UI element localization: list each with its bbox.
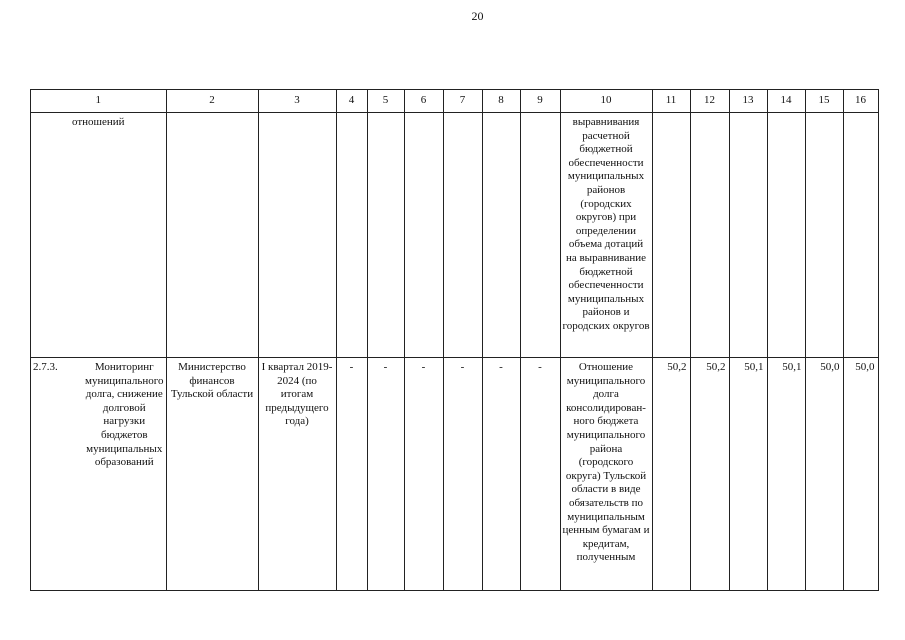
table-cell bbox=[404, 358, 443, 591]
item-number: 2.7.3. bbox=[33, 361, 58, 373]
cell-text: - bbox=[421, 361, 426, 373]
table-cell bbox=[166, 358, 258, 591]
table-cell bbox=[520, 358, 560, 591]
header-cell: 6 bbox=[404, 90, 443, 113]
cell-text: - bbox=[349, 361, 354, 373]
cell-text: Мониторинг муниципального долга, снижение долговой нагрузки бюджетов муниципальных образований bbox=[85, 361, 164, 469]
header-cell: 15 bbox=[805, 90, 843, 113]
header-cell: 10 bbox=[560, 90, 652, 113]
data-table bbox=[30, 89, 879, 591]
header-cell: 8 bbox=[482, 90, 520, 113]
table-cell bbox=[843, 358, 878, 591]
table-cell bbox=[336, 113, 367, 358]
header-cell: 11 bbox=[652, 90, 690, 113]
page-number: 20 bbox=[471, 9, 484, 23]
table-cell bbox=[805, 113, 843, 358]
table-cell bbox=[805, 358, 843, 591]
cell-text: - bbox=[538, 361, 542, 373]
table-cell bbox=[31, 358, 167, 591]
cell-text: - bbox=[383, 361, 388, 373]
header-cell: 5 bbox=[367, 90, 404, 113]
cell-text: Министерство финансов Тульской области bbox=[170, 361, 254, 401]
header-cell: 13 bbox=[729, 90, 767, 113]
table-cell bbox=[404, 113, 443, 358]
table-cell bbox=[443, 358, 482, 591]
cell-text: I квартал 2019-2024 (по итогам предыдущего года) bbox=[261, 361, 333, 428]
cell-value: 50,0 bbox=[820, 361, 840, 373]
header-cell: 3 bbox=[258, 90, 336, 113]
table-cell bbox=[767, 358, 805, 591]
header-cell: 9 bbox=[520, 90, 560, 113]
table-cell bbox=[336, 358, 367, 591]
cell-value: 50,1 bbox=[782, 361, 802, 373]
cell-text: отношений bbox=[71, 116, 125, 128]
table-cell bbox=[482, 113, 520, 358]
table-cell bbox=[367, 358, 404, 591]
header-cell: 4 bbox=[336, 90, 367, 113]
table-cell bbox=[652, 113, 690, 358]
cell-value: 50,2 bbox=[667, 361, 687, 373]
table-cell bbox=[690, 358, 729, 591]
header-cell: 7 bbox=[443, 90, 482, 113]
header-cell: 2 bbox=[166, 90, 258, 113]
table-cell bbox=[690, 113, 729, 358]
cell-value: 50,0 bbox=[855, 361, 875, 373]
table-cell bbox=[258, 358, 336, 591]
header-cell: 12 bbox=[690, 90, 729, 113]
table-cell bbox=[729, 113, 767, 358]
table-cell bbox=[652, 358, 690, 591]
table-cell bbox=[166, 113, 258, 358]
header-cell: 14 bbox=[767, 90, 805, 113]
table-cell bbox=[843, 113, 878, 358]
cell-text: Отношение муниципального долга консолидирован-ного бюджета муниципального района (городского округа) Тульской области в виде обязательств по муниципальным ценным бумагам и кредитам, полученным bbox=[562, 361, 650, 564]
table-cell bbox=[767, 113, 805, 358]
table-cell bbox=[443, 113, 482, 358]
header-cell: 1 bbox=[31, 90, 167, 113]
cell-value: 50,1 bbox=[744, 361, 764, 373]
cell-text: - bbox=[499, 361, 503, 373]
table-cell bbox=[258, 113, 336, 358]
cell-text: - bbox=[460, 361, 465, 373]
table-cell bbox=[520, 113, 560, 358]
cell-text: выравнивания расчетной бюджетной обеспеченности муниципальных районов (городских округов) при определении объема дотаций на выравнивание бюджетной обеспеченности муниципальных районов и городских округов bbox=[562, 116, 650, 332]
table-cell bbox=[367, 113, 404, 358]
header-cell: 16 bbox=[843, 90, 878, 113]
cell-value: 50,2 bbox=[706, 361, 726, 373]
table-row bbox=[31, 358, 879, 591]
table-cell bbox=[31, 113, 167, 358]
header-row bbox=[31, 90, 879, 113]
table-cell bbox=[482, 358, 520, 591]
table-cell bbox=[560, 358, 652, 591]
table-cell bbox=[729, 358, 767, 591]
table-row bbox=[31, 113, 879, 358]
table-cell bbox=[560, 113, 652, 358]
